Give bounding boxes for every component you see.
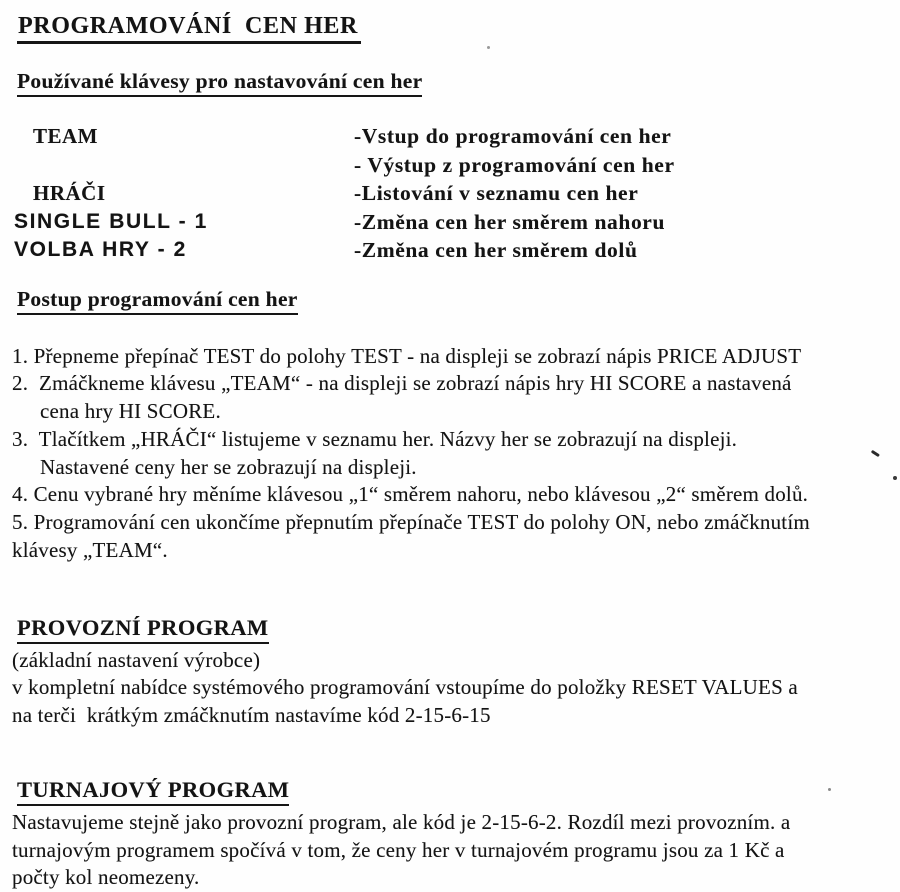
procedure-step: 3. Tlačítkem „HRÁČI“ listujeme v seznamu her. Názvy her se zobrazují na displeji.	[12, 426, 738, 451]
tournament-program-section	[12, 777, 900, 892]
key-description: -Změna cen her směrem dolů	[354, 238, 638, 262]
procedure-step-continuation: Nastavené ceny her se zobrazují na displeji.	[40, 454, 417, 479]
paragraph-line: turnajovým programem spočívá v tom, že ceny her v turnajovém programu jsou za 1 Kč a	[12, 837, 785, 862]
scan-speck-artifact	[893, 476, 897, 480]
procedure-step: 2. Zmáčkneme klávesu „TEAM“ - na displeji se zobrazí nápis hry HI SCORE a nastavená	[12, 371, 792, 396]
key-description: -Změna cen her směrem nahoru	[354, 209, 665, 234]
procedure-step-continuation: cena hry HI SCORE.	[40, 399, 221, 424]
procedure-list	[12, 343, 900, 565]
document-title-row	[17, 13, 900, 44]
key-legend-table	[12, 122, 900, 265]
tournament-paragraph	[12, 809, 900, 892]
paragraph-line: na terči krátkým zmáčknutím nastavíme kód 2-15-6-15	[12, 702, 491, 727]
tournament-heading-row	[17, 777, 900, 806]
key-row	[12, 151, 900, 180]
procedure-step: 5. Programování cen ukončíme přepnutím přepínače TEST do polohy ON, nebo zmáčknutím	[12, 510, 810, 535]
keys-section-heading: Používané klávesy pro nastavování cen her	[17, 69, 422, 97]
key-description: -Vstup do programování cen her	[354, 124, 672, 148]
key-description: -Listování v seznamu cen her	[354, 181, 639, 205]
key-row	[12, 179, 900, 208]
key-description: - Výstup z programování cen her	[354, 152, 675, 177]
operating-paragraph	[12, 647, 900, 730]
procedure-step: 1. Přepneme přepínač TEST do polohy TEST - na displeji se zobrazí nápis PRICE ADJUST	[12, 343, 802, 368]
procedure-heading: Postup programování cen her	[17, 287, 298, 315]
paragraph-line: počty kol neomezeny.	[12, 865, 200, 890]
key-row	[12, 208, 900, 237]
keys-section-heading-row	[17, 69, 900, 97]
document-title: PROGRAMOVÁNÍ CEN HER	[17, 13, 361, 44]
operating-program-section	[12, 615, 900, 730]
key-name: TEAM	[33, 124, 98, 148]
procedure-heading-row	[17, 287, 900, 315]
paragraph-line: (základní nastavení výrobce)	[12, 647, 261, 672]
scan-speck-artifact	[487, 46, 490, 49]
procedure-step-continuation: klávesy „TEAM“.	[12, 538, 168, 563]
key-name: VOLBA HRY - 2	[14, 238, 187, 261]
procedure-step: 4. Cenu vybrané hry měníme klávesou „1“ směrem nahoru, nebo klávesou „2“ směrem dolů.	[12, 482, 809, 507]
key-row	[12, 236, 900, 265]
paragraph-line: Nastavujeme stejně jako provozní program, ale kód je 2-15-6-2. Rozdíl mezi provozním. a	[12, 810, 791, 835]
operating-heading-row	[17, 615, 900, 644]
operating-heading: PROVOZNÍ PROGRAM	[17, 615, 269, 644]
paragraph-line: v kompletní nabídce systémového programování vstoupíme do položky RESET VALUES a	[12, 675, 798, 700]
key-name: SINGLE BULL - 1	[14, 209, 208, 233]
key-name: HRÁČI	[33, 181, 106, 205]
scan-speck-artifact	[828, 788, 831, 791]
tournament-heading: TURNAJOVÝ PROGRAM	[17, 777, 289, 806]
key-name	[12, 151, 354, 180]
key-row	[12, 122, 900, 151]
